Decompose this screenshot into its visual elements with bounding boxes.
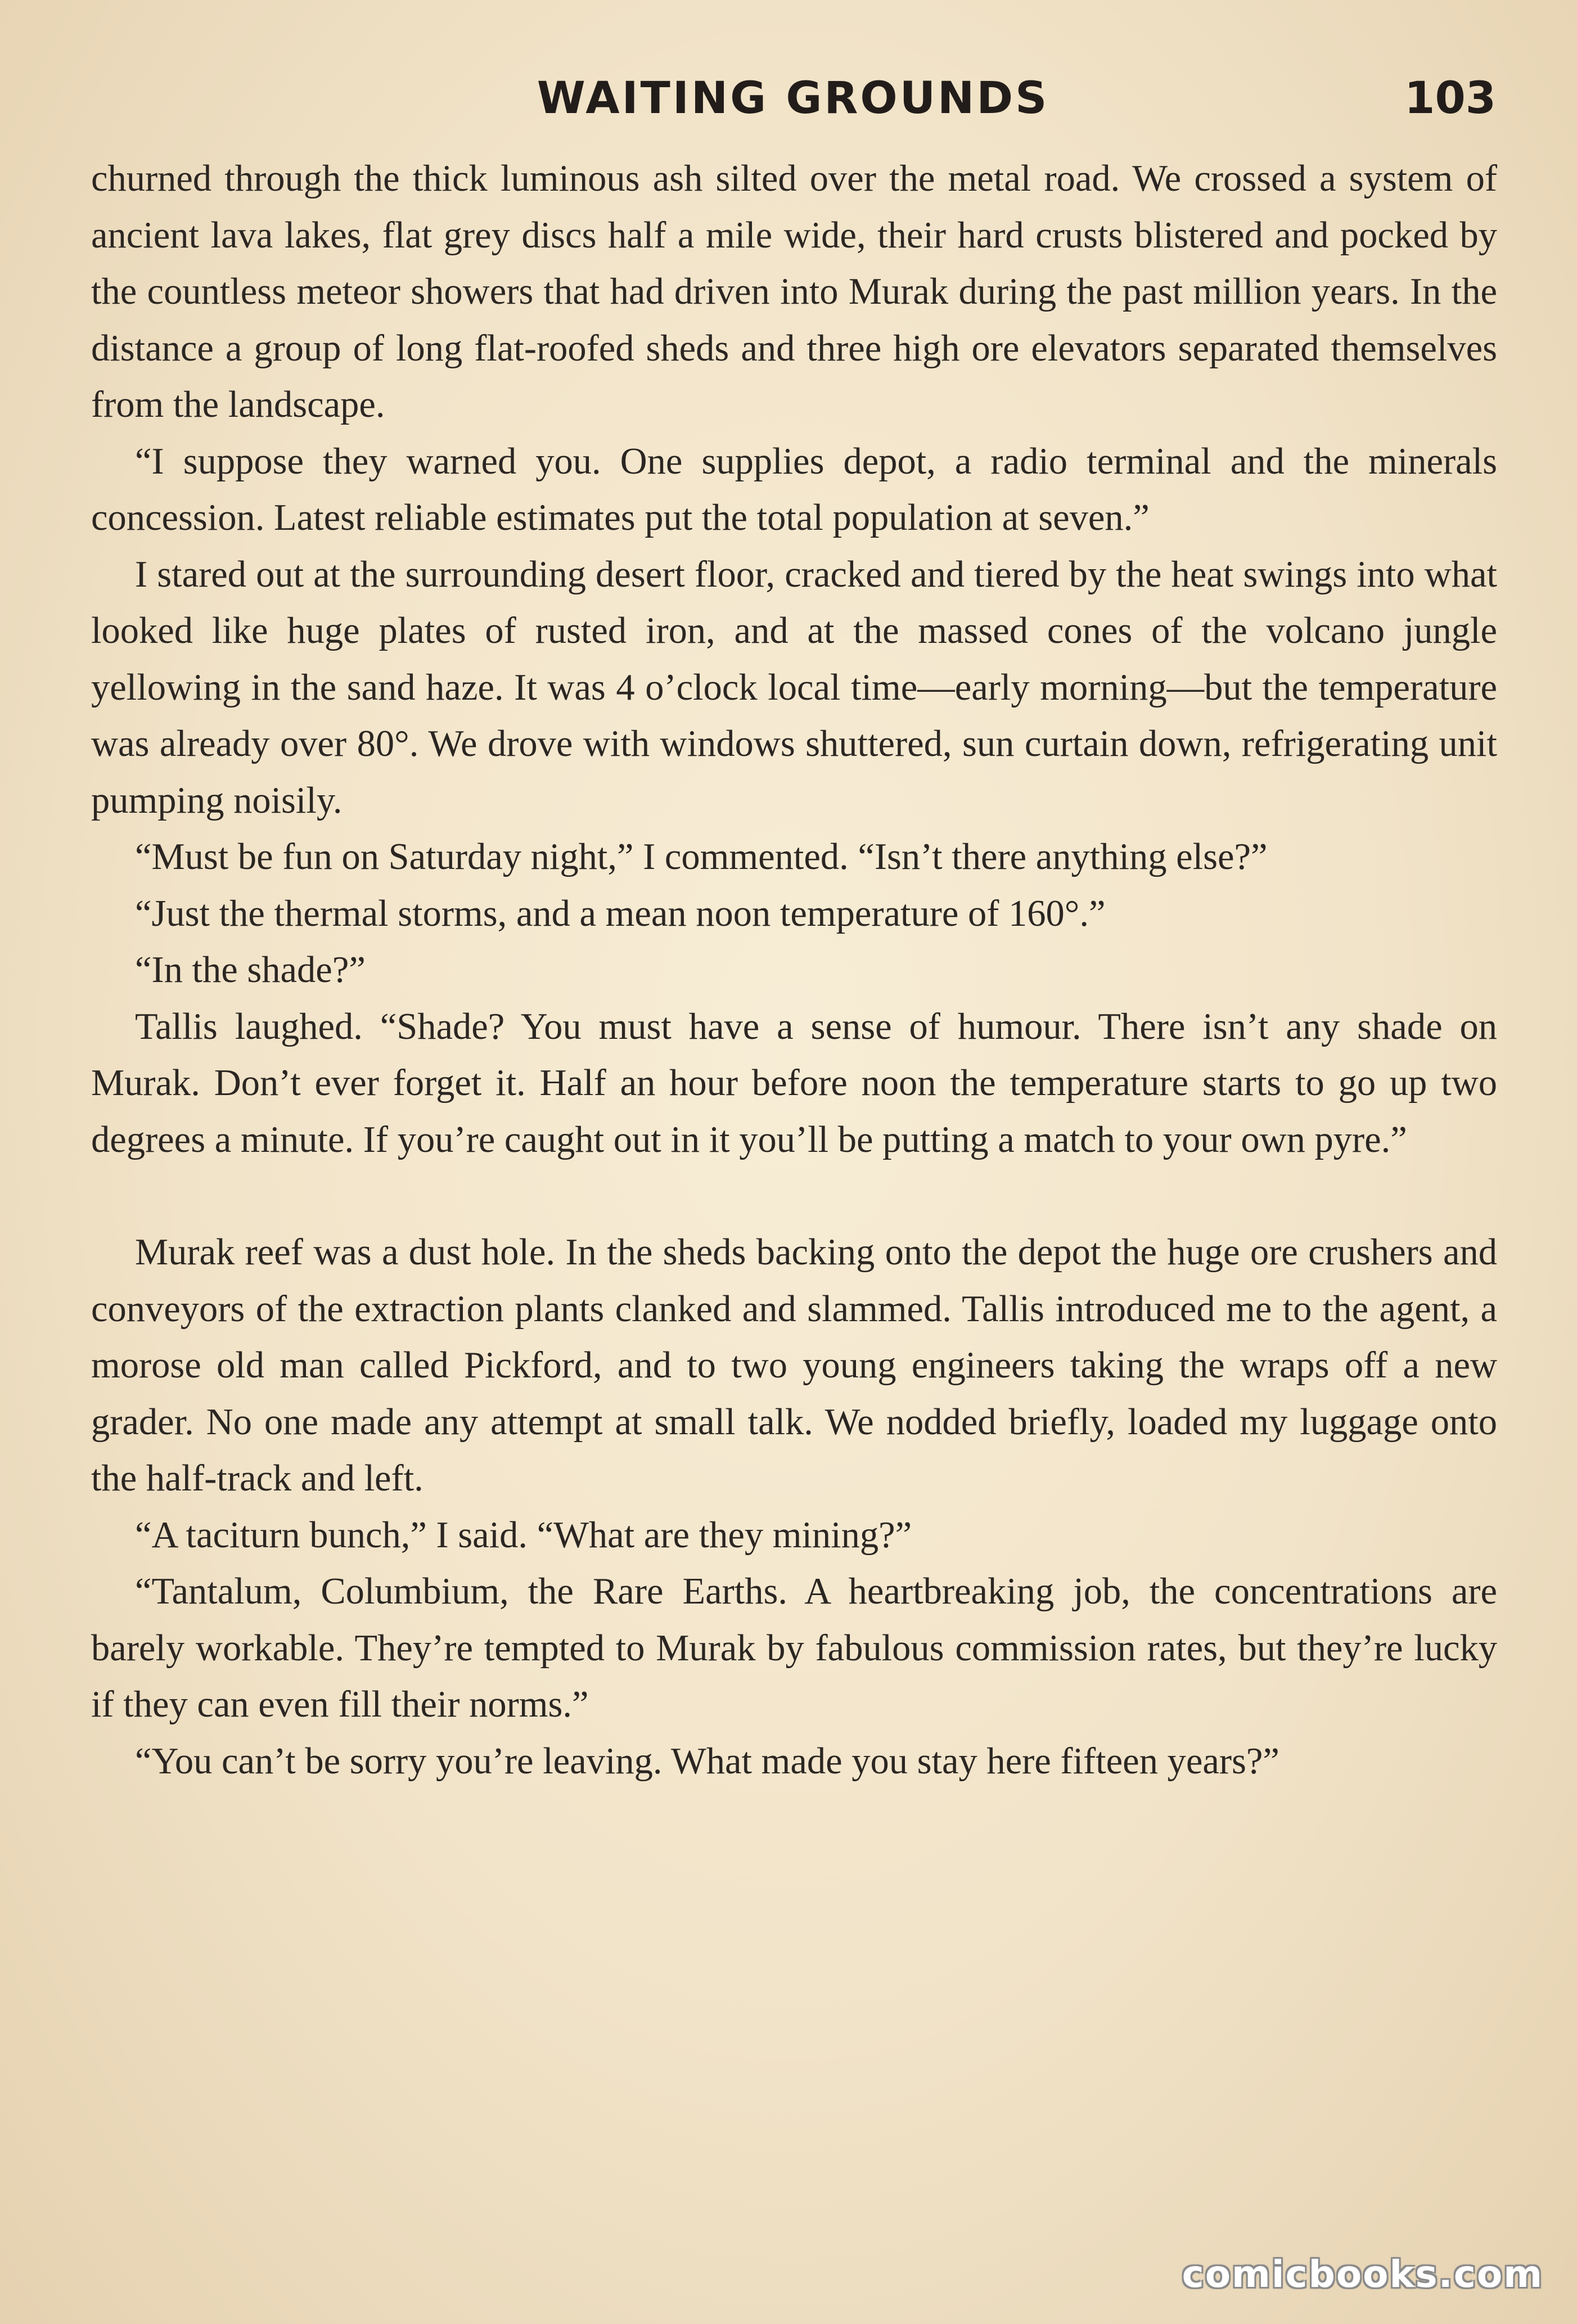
paragraph: “Tantalum, Columbium, the Rare Earths. A heartbreaking job, the concentrations are barely workable. They’re tempted to Murak by fabulous commission rates, but they’re lucky if they can even fill their norms.”: [91, 1571, 1497, 1725]
paragraph: “A taciturn bunch,” I said. “What are they mining?”: [135, 1514, 912, 1556]
running-title: WAITING GROUNDS: [537, 73, 1049, 124]
paragraph: “You can’t be sorry you’re leaving. What made you stay here fifteen years?”: [135, 1740, 1279, 1782]
paragraph: “I suppose they warned you. One supplies depot, a radio terminal and the minerals concession. Latest reliable estimates put the total population at seven.”: [91, 440, 1497, 538]
paragraph: churned through the thick luminous ash silted over the metal road. We crossed a system of ancient lava lakes, flat grey discs half a mile wide, their hard crusts blistered and pocked by the countless meteor showers that had driven into Murak during the past million years. In the distance a group of long flat-roofed sheds and three high ore elevators separated themselves from the landscape.: [91, 158, 1497, 425]
paragraph: “Just the thermal storms, and a mean noon temperature of 160°.”: [135, 893, 1106, 934]
page-header: [90, 73, 1496, 135]
paragraph: Tallis laughed. “Shade? You must have a sense of humour. There isn’t any shade on Murak. Don’t ever forget it. Half an hour before noon the temperature starts to go up two degrees a minute. If you’re caught out in it you’ll be putting a match to your own pyre.”: [91, 1006, 1497, 1160]
paragraph: I stared out at the surrounding desert floor, cracked and tiered by the heat swings into what looked like huge plates of rusted iron, and at the massed cones of the volcano jungle yellowing in the sand haze. It was 4 o’clock local time—early morning—but the temperature was already over 80°. We drove with windows shuttered, sun curtain down, refrigerating unit pumping noisily.: [91, 553, 1497, 821]
paragraph: Murak reef was a dust hole. In the sheds backing onto the depot the huge ore crushers and conveyors of the extraction plants clanked and slammed. Tallis introduced me to the agent, a morose old man called Pickford, and to two young engineers taking the wraps off a new grader. No one made any attempt at small talk. We nodded briefly, loaded my luggage onto the half-track and left.: [91, 1232, 1497, 1499]
paragraph: “Must be fun on Saturday night,” I commented. “Isn’t there anything else?”: [135, 836, 1268, 877]
watermark: comicbooks.com: [1182, 2253, 1543, 2296]
page-number: 103: [1404, 73, 1496, 124]
section-break: [91, 1168, 1497, 1224]
body-text: [91, 151, 1497, 1790]
paragraph: “In the shade?”: [135, 949, 366, 990]
